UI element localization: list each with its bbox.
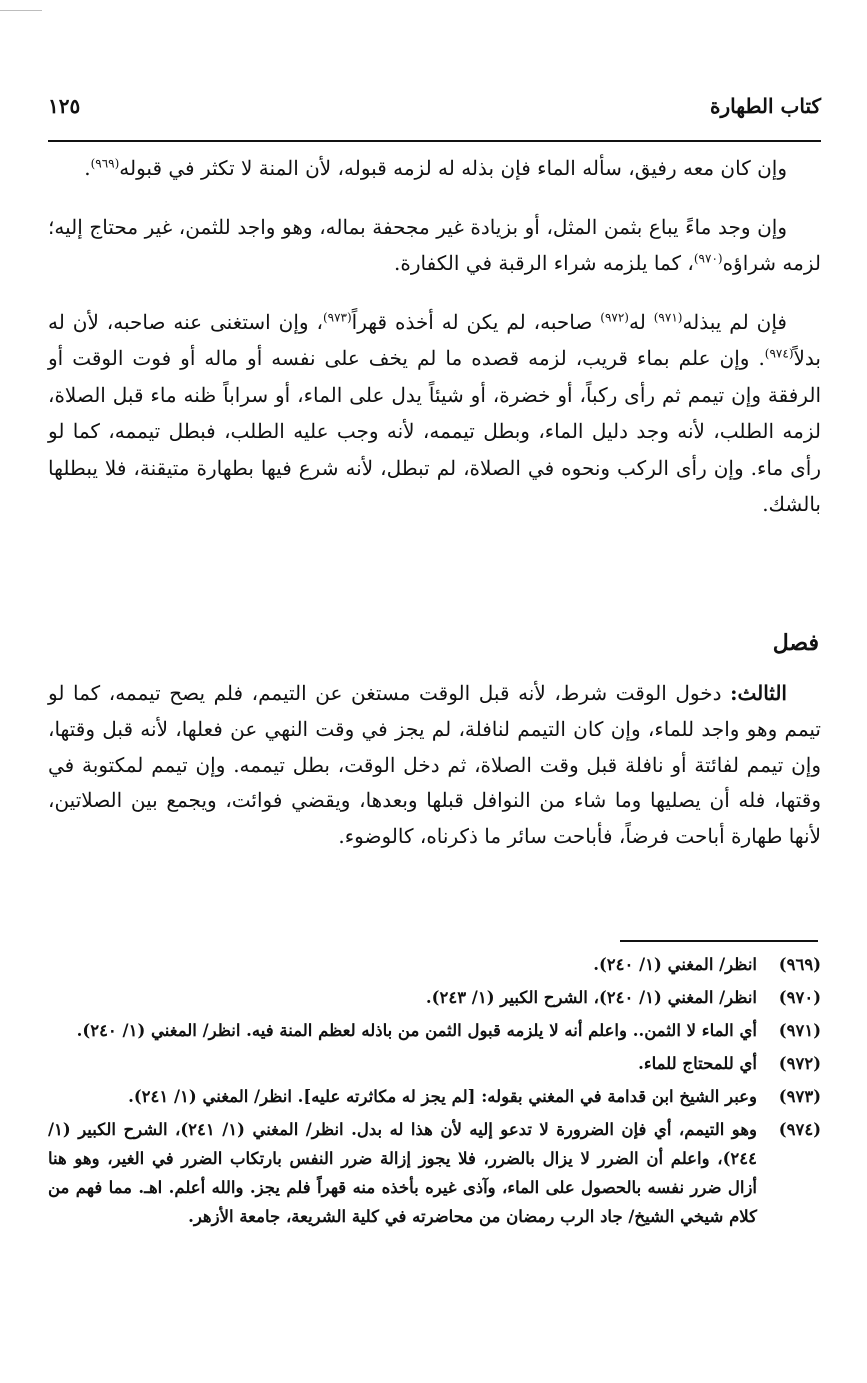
footnote-974 — [48, 1115, 821, 1231]
footnote-ref-973[interactable]: (٩٧٣) — [322, 309, 352, 324]
paragraph-2: وإن وجد ماءً يباع بثمن المثل، أو بزيادة غير مجحفة بماله، وهو واجد للثمن، غير محتاج إليه؛ لزمه شراؤه$^{(٩٧٠)}$، كما يلزمه شراء الرقبة في الكفارة. — [48, 214, 821, 275]
scan-edge-mark — [0, 10, 42, 11]
footnote-rule — [620, 940, 818, 942]
footnote-number: (٩٧٠) — [778, 988, 821, 1007]
footnote-973 — [48, 1082, 821, 1111]
footnote-number: (٩٧٣) — [778, 1087, 821, 1106]
footnote-text: انظر/ المغني (١/ ٢٤٠)، الشرح الكبير (١/ ٢٤٣). — [425, 988, 757, 1007]
running-header — [48, 88, 821, 128]
footnote-970 — [48, 983, 821, 1012]
footnote-number: (٩٧٢) — [778, 1054, 821, 1073]
main-text — [48, 150, 821, 523]
section-text — [48, 676, 821, 855]
footnote-text: أي الماء لا الثمن.. واعلم أنه لا يلزمه قبول الثمن من باذله لعظم المنة فيه. انظر/ المغني (١/ ٢٤٠). — [76, 1021, 757, 1040]
footnote-number: (٩٧١) — [778, 1021, 821, 1040]
footnote-number: (٩٧٤) — [778, 1120, 821, 1139]
footnote-text: انظر/ المغني (١/ ٢٤٠). — [593, 955, 757, 974]
page-number: ١٢٥ — [48, 94, 81, 118]
footnote-972 — [48, 1049, 821, 1078]
footnotes — [48, 950, 821, 1235]
footnote-text: أي للمحتاج للماء. — [638, 1054, 757, 1073]
footnote-ref-971[interactable]: (٩٧١) — [653, 309, 683, 324]
section-heading: فصل — [772, 630, 819, 656]
footnote-number: (٩٦٩) — [778, 955, 821, 974]
section-lead: الثالث: — [730, 681, 787, 705]
footnote-ref-974[interactable]: (٩٧٤) — [764, 346, 794, 361]
paragraph-3: فإن لم يبذله$^{(٩٧١)}$ له$^{(٩٧٢)}$ صاحبه، لم يكن له أخذه قهراً$^{(٩٧٣)}$، وإن استغنى عنه صاحبه، لأن له بدلاً$^{(٩٧٤)}$. وإن علم بماء قريب، لزمه قصده ما لم يخف على نفسه أو ماله أو فوت الوقت أو الرفقة وإن تيمم ثم رأى ركباً، أو خضرة، أو شيئاً يدل على الماء، أو سراباً ظنه ماء قبل الصلاة، لزمه الطلب، لأنه وجد دليل الماء، وبطل تيممه، لأنه وجب عليه الطلب، فبطل تيممه، كما لو رأى ماء. وإن رأى الركب ونحوه في الصلاة، لم تبطل، لأنه شرع فيها بطهارة متيقنة، فلا يبطلها بالشك. — [48, 309, 821, 516]
footnote-text: وهو التيمم، أي فإن الضرورة لا تدعو إليه لأن هذا له بدل. انظر/ المغني (١/ ٢٤١)، الشرح الكبير (١/ ٢٤٤)، واعلم أن الضرر لا يزال بالضرر، فلا يجوز إزالة ضرر النفس بارتكاب الضرر في الغير، وهو هنا أزال ضرر نفسه بالحصول على الماء، وآذى غيره بأخذه منه قهراً فلم يجز. والله أعلم. اهـ. مما فهم من كلام شيخي الشيخ/ جاد الرب رمضان من محاضرته في كلية الشريعة، جامعة الأزهر. — [48, 1120, 757, 1226]
footnote-text: وعبر الشيخ ابن قدامة في المغني بقوله: [لم يجز له مكاثرته عليه]. انظر/ المغني (١/ ٢٤١). — [128, 1087, 757, 1106]
paragraph-4: الثالث: دخول الوقت شرط، لأنه قبل الوقت مستغن عن التيمم، فلم يصح تيممه، كما لو تيمم وهو واجد للماء، وإن كان التيمم لنافلة، لم يجز في وقت النهي عن فعلها، لأنه قبل وقتها، وإن تيمم لفائتة أو نافلة قبل وقت الصلاة، ثم دخل الوقت، بطل تيممه. وإن تيمم لمكتوبة في وقتها، فله أن يصليها وما شاء من النوافل قبلها وبعدها، ويقضي فوائت، ويجمع بين الصلاتين، لأنها طهارة أباحت فرضاً، فأباحت سائر ما ذكرناه، كالوضوء. — [48, 681, 821, 849]
footnote-971 — [48, 1016, 821, 1045]
footnote-ref-972[interactable]: (٩٧٢) — [600, 309, 629, 324]
paragraph-1: وإن كان معه رفيق، سأله الماء فإن بذله له لزمه قبوله، لأن المنة لا تكثر في قبوله$^{(٩٦٩)}$. — [84, 156, 787, 180]
footnote-ref-970[interactable]: (٩٧٠) — [693, 251, 723, 266]
book-title: كتاب الطهارة — [710, 94, 821, 118]
footnote-ref-969[interactable]: (٩٦٩) — [90, 156, 120, 171]
header-rule — [48, 140, 821, 142]
footnote-969 — [48, 950, 821, 979]
